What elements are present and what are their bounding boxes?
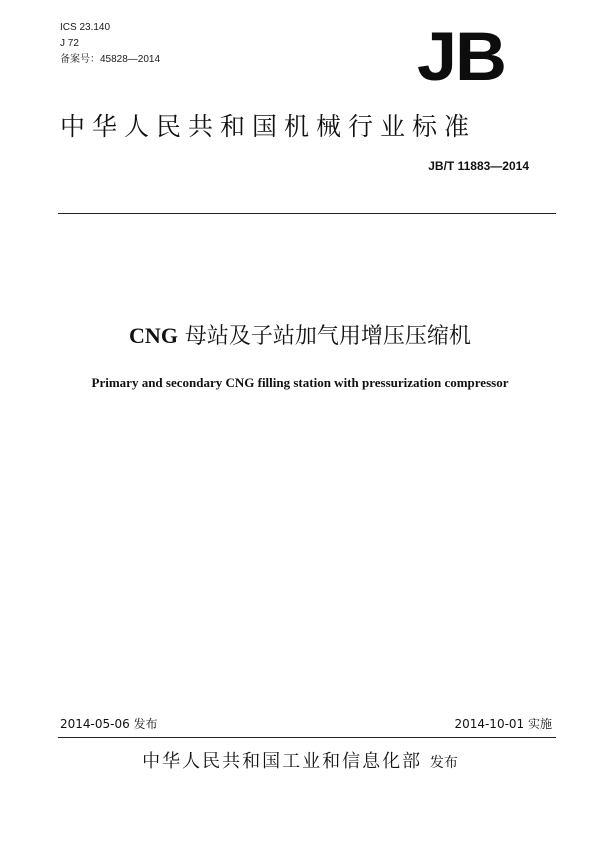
english-title: Primary and secondary CNG filling station with pressurization compressor	[91, 375, 509, 390]
issuer-suffix: 发布	[429, 755, 458, 771]
issuer-name: 中华人民共和国工业和信息化部	[142, 751, 423, 772]
document-metadata	[60, 20, 160, 68]
jb-logo: JB	[417, 19, 506, 96]
implementation-date: 2014-10-01 实施	[454, 717, 552, 731]
top-divider	[58, 213, 556, 214]
standard-code: JB/T 11883—2014	[428, 159, 529, 173]
classification-code: J 72	[60, 38, 79, 49]
chinese-title	[0, 321, 600, 352]
issue-date: 2014-05-06 发布	[60, 717, 158, 731]
issuing-authority	[0, 750, 600, 775]
standard-category-title: 中华人民共和国机械行业标准	[60, 112, 477, 141]
chinese-title-prefix: CNG	[129, 323, 178, 348]
ics-code: ICS 23.140	[60, 22, 111, 33]
bottom-divider	[58, 737, 556, 738]
chinese-title-main: 母站及子站加气用增压压缩机	[177, 324, 471, 349]
record-number: 备案号：45828—2014	[60, 54, 161, 65]
